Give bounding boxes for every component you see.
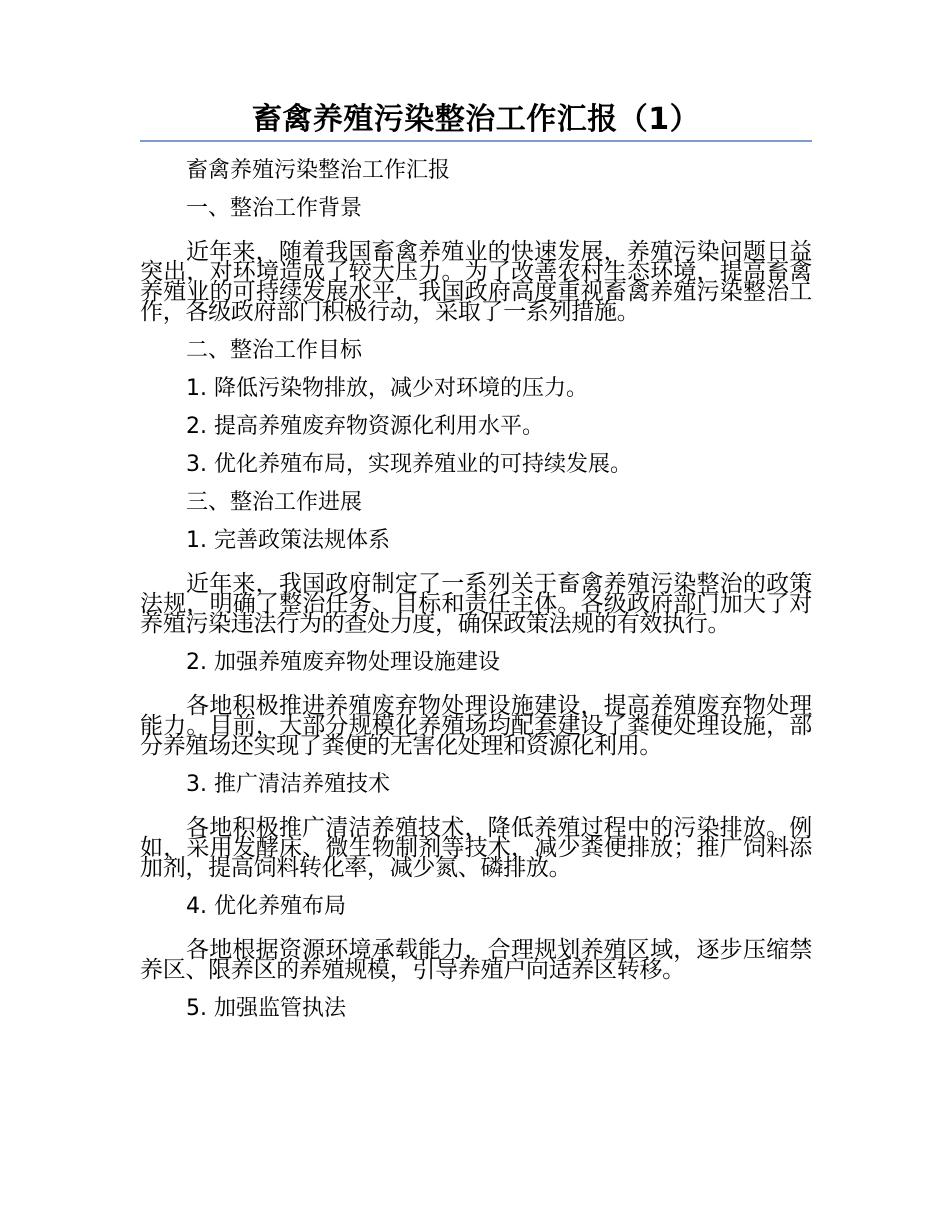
subtitle-line: 畜禽养殖污染整治工作汇报 xyxy=(186,158,451,183)
paragraph-policy: 近年来，我国政府制定了一系列关于畜禽养殖污染整治的政策法规，明确了整治任务、目标和责任主体。各级政府部门加大了对养殖污染违法行为的查处力度，确保政策法规的有效执行。 xyxy=(140,571,812,637)
goal-item-2: 2. 提高养殖废弃物资源化利用水平。 xyxy=(186,414,544,439)
document-page xyxy=(140,100,812,1030)
paragraph-facilities: 各地积极推进养殖废弃物处理设施建设，提高养殖废弃物处理能力。目前，大部分规模化养殖场均配套建设了粪便处理设施，部分养殖场还实现了粪便的无害化处理和资源化利用。 xyxy=(140,693,812,759)
progress-heading-1: 1. 完善政策法规体系 xyxy=(186,528,390,553)
goal-item-1: 1. 降低污染物排放，减少对环境的压力。 xyxy=(186,376,588,401)
paragraph-clean-tech: 各地积极推广清洁养殖技术，降低养殖过程中的污染排放。例如，采用发酵床、微生物制剂等技术，减少粪便排放；推广饲料添加剂，提高饲料转化率，减少氮、磷排放。 xyxy=(140,815,812,881)
paragraph-background: 近年来，随着我国畜禽养殖业的快速发展，养殖污染问题日益突出，对环境造成了较大压力。为了改善农村生态环境，提高畜禽养殖业的可持续发展水平，我国政府高度重视畜禽养殖污染整治工作，各级政府部门积极行动，采取了一系列措施。 xyxy=(140,239,812,325)
title-underline xyxy=(140,140,812,142)
document-title: 畜禽养殖污染整治工作汇报（1） xyxy=(251,102,701,137)
progress-heading-2: 2. 加强养殖废弃物处理设施建设 xyxy=(186,650,500,675)
goal-item-3: 3. 优化养殖布局，实现养殖业的可持续发展。 xyxy=(186,452,632,477)
progress-heading-4: 4. 优化养殖布局 xyxy=(186,894,346,919)
progress-heading-5: 5. 加强监管执法 xyxy=(186,996,346,1021)
section-heading-background: 一、整治工作背景 xyxy=(186,196,363,221)
paragraph-layout: 各地根据资源环境承载能力，合理规划养殖区域，逐步压缩禁养区、限养区的养殖规模，引导养殖户向适养区转移。 xyxy=(140,937,812,983)
progress-heading-3: 3. 推广清洁养殖技术 xyxy=(186,772,390,797)
section-heading-goals: 二、整治工作目标 xyxy=(186,338,363,363)
section-heading-progress: 三、整治工作进展 xyxy=(186,490,363,515)
